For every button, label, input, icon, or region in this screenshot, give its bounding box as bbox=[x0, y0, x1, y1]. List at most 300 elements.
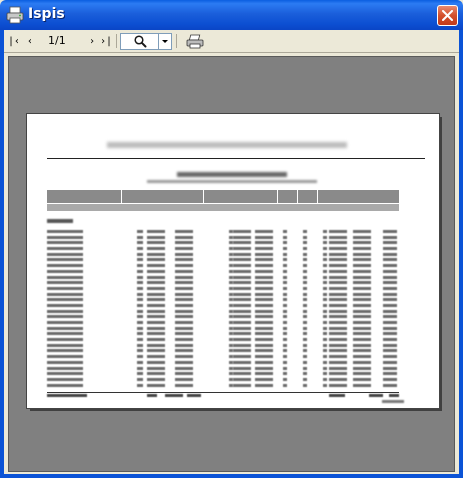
table-cell-blurred bbox=[47, 281, 83, 284]
table-cell-blurred bbox=[323, 236, 327, 239]
table-cell-blurred bbox=[147, 264, 165, 267]
table-cell-blurred bbox=[283, 372, 287, 375]
last-page-button[interactable]: ›| bbox=[99, 36, 113, 47]
table-cell-blurred bbox=[283, 304, 287, 307]
table-cell-blurred bbox=[233, 270, 251, 273]
window-frame-left bbox=[0, 30, 4, 478]
table-cell-blurred bbox=[233, 344, 251, 347]
report-subtitle-blurred bbox=[147, 180, 317, 183]
table-cell-blurred bbox=[353, 287, 371, 290]
table-cell-blurred bbox=[147, 361, 165, 364]
table-cell-blurred bbox=[383, 276, 397, 279]
table-cell-blurred bbox=[255, 367, 273, 370]
table-cell-blurred bbox=[137, 264, 143, 267]
table-cell-blurred bbox=[175, 378, 193, 381]
table-cell-blurred bbox=[255, 253, 273, 256]
table-cell-blurred bbox=[353, 355, 371, 358]
table-cell-blurred bbox=[147, 310, 165, 313]
table-cell-blurred bbox=[283, 230, 287, 233]
table-cell-blurred bbox=[137, 315, 143, 318]
table-cell-blurred bbox=[175, 338, 193, 341]
table-cell-blurred bbox=[283, 247, 287, 250]
table-cell-blurred bbox=[303, 236, 307, 239]
table-cell-blurred bbox=[175, 247, 193, 250]
window-frame-bottom bbox=[0, 474, 463, 478]
page-indicator: 1/1 bbox=[48, 34, 66, 47]
table-cell-blurred bbox=[137, 378, 143, 381]
table-cell-blurred bbox=[329, 247, 347, 250]
table-cell-blurred bbox=[47, 276, 83, 279]
table-cell-blurred bbox=[283, 276, 287, 279]
toolbar bbox=[4, 30, 459, 53]
table-cell-blurred bbox=[329, 372, 347, 375]
table-cell-blurred bbox=[233, 287, 251, 290]
table-cell-blurred bbox=[329, 304, 347, 307]
table-cell-blurred bbox=[353, 372, 371, 375]
table-cell-blurred bbox=[303, 253, 307, 256]
table-cell-blurred bbox=[323, 338, 327, 341]
table-cell-blurred bbox=[137, 310, 143, 313]
table-cell-blurred bbox=[283, 270, 287, 273]
table-cell-blurred bbox=[255, 321, 273, 324]
table-cell-blurred bbox=[175, 332, 193, 335]
table-cell-blurred bbox=[147, 338, 165, 341]
table-cell-blurred bbox=[383, 287, 397, 290]
table-cell-blurred bbox=[233, 304, 251, 307]
close-icon bbox=[442, 10, 453, 21]
table-cell-blurred bbox=[175, 355, 193, 358]
table-cell-blurred bbox=[233, 298, 251, 301]
group-label-blurred bbox=[47, 219, 73, 223]
table-cell-blurred bbox=[137, 361, 143, 364]
table-cell-blurred bbox=[255, 230, 273, 233]
header-rule bbox=[47, 158, 425, 159]
table-cell-blurred bbox=[323, 361, 327, 364]
table-cell-blurred bbox=[233, 315, 251, 318]
table-cell-blurred bbox=[137, 247, 143, 250]
table-cell-blurred bbox=[255, 327, 273, 330]
table-cell-blurred bbox=[47, 247, 83, 250]
table-cell-blurred bbox=[255, 355, 273, 358]
table-cell-blurred bbox=[383, 236, 397, 239]
table-cell-blurred bbox=[137, 236, 143, 239]
table-cell-blurred bbox=[255, 258, 273, 261]
table-cell-blurred bbox=[137, 332, 143, 335]
table-cell-blurred bbox=[175, 293, 193, 296]
table-cell-blurred bbox=[137, 293, 143, 296]
table-cell-blurred bbox=[283, 338, 287, 341]
table-cell-blurred bbox=[255, 361, 273, 364]
table-cell-blurred bbox=[323, 304, 327, 307]
table-cell-blurred bbox=[383, 338, 397, 341]
table-cell-blurred bbox=[383, 372, 397, 375]
table-cell-blurred bbox=[147, 372, 165, 375]
print-button[interactable] bbox=[184, 33, 206, 50]
window-title: Ispis bbox=[28, 6, 65, 22]
table-cell-blurred bbox=[329, 310, 347, 313]
table-cell-blurred bbox=[147, 384, 165, 387]
table-cell-blurred bbox=[137, 270, 143, 273]
table-cell-blurred bbox=[323, 327, 327, 330]
table-cell-blurred bbox=[233, 310, 251, 313]
table-cell-blurred bbox=[175, 276, 193, 279]
table-cell-blurred bbox=[137, 304, 143, 307]
table-cell-blurred bbox=[255, 287, 273, 290]
table-cell-blurred bbox=[137, 241, 143, 244]
toolbar-separator bbox=[176, 34, 177, 48]
table-cell-blurred bbox=[329, 264, 347, 267]
table-cell-blurred bbox=[329, 293, 347, 296]
table-cell-blurred bbox=[47, 372, 83, 375]
table-cell-blurred bbox=[329, 315, 347, 318]
table-cell-blurred bbox=[353, 293, 371, 296]
table-cell-blurred bbox=[283, 293, 287, 296]
table-cell-blurred bbox=[329, 384, 347, 387]
table-cell-blurred bbox=[383, 361, 397, 364]
table-cell-blurred bbox=[233, 338, 251, 341]
table-cell-blurred bbox=[147, 258, 165, 261]
table-cell-blurred bbox=[47, 241, 83, 244]
table-cell-blurred bbox=[47, 253, 83, 256]
table-cell-blurred bbox=[175, 310, 193, 313]
table-cell-blurred bbox=[353, 367, 371, 370]
window-frame-right bbox=[459, 30, 463, 478]
table-cell-blurred bbox=[323, 276, 327, 279]
table-cell-blurred bbox=[329, 361, 347, 364]
table-cell-blurred bbox=[353, 310, 371, 313]
table-cell-blurred bbox=[329, 253, 347, 256]
table-cell-blurred bbox=[47, 287, 83, 290]
table-cell-blurred bbox=[323, 287, 327, 290]
table-cell-blurred bbox=[303, 241, 307, 244]
table-cell-blurred bbox=[303, 338, 307, 341]
table-cell-blurred bbox=[303, 276, 307, 279]
table-cell-blurred bbox=[47, 349, 83, 352]
table-cell-blurred bbox=[233, 355, 251, 358]
table-cell-blurred bbox=[303, 281, 307, 284]
table-cell-blurred bbox=[383, 264, 397, 267]
table-cell-blurred bbox=[233, 258, 251, 261]
table-cell-blurred bbox=[255, 241, 273, 244]
table-cell-blurred bbox=[255, 384, 273, 387]
table-cell-blurred bbox=[175, 287, 193, 290]
report-header-blurred bbox=[107, 142, 347, 148]
table-cell-blurred bbox=[147, 378, 165, 381]
table-cell-blurred bbox=[323, 258, 327, 261]
report-page bbox=[26, 113, 440, 409]
table-cell-blurred bbox=[175, 367, 193, 370]
table-cell-blurred bbox=[283, 236, 287, 239]
table-cell-blurred bbox=[283, 253, 287, 256]
table-cell-blurred bbox=[175, 315, 193, 318]
close-button[interactable] bbox=[437, 5, 458, 26]
table-cell-blurred bbox=[255, 332, 273, 335]
table-cell-blurred bbox=[383, 378, 397, 381]
table-cell-blurred bbox=[283, 287, 287, 290]
table-cell-blurred bbox=[47, 367, 83, 370]
table-cell-blurred bbox=[323, 315, 327, 318]
table-cell-blurred bbox=[175, 253, 193, 256]
table-cell-blurred bbox=[175, 304, 193, 307]
table-cell-blurred bbox=[323, 264, 327, 267]
table-cell-blurred bbox=[47, 315, 83, 318]
table-cell-blurred bbox=[137, 287, 143, 290]
table-cell-blurred bbox=[137, 253, 143, 256]
table-cell-blurred bbox=[137, 327, 143, 330]
table-cell-blurred bbox=[175, 264, 193, 267]
table-cell-blurred bbox=[283, 327, 287, 330]
table-cell-blurred bbox=[233, 367, 251, 370]
title-bar[interactable] bbox=[0, 0, 463, 30]
table-cell-blurred bbox=[353, 247, 371, 250]
table-cell-blurred bbox=[255, 372, 273, 375]
toolbar-separator bbox=[116, 34, 117, 48]
table-cell-blurred bbox=[283, 298, 287, 301]
table-cell-blurred bbox=[233, 361, 251, 364]
table-cell-blurred bbox=[383, 241, 397, 244]
table-cell-blurred bbox=[175, 349, 193, 352]
zoom-dropdown-button[interactable] bbox=[158, 33, 172, 50]
table-cell-blurred bbox=[383, 349, 397, 352]
table-cell-blurred bbox=[47, 270, 83, 273]
table-cell-blurred bbox=[137, 230, 143, 233]
table-cell-blurred bbox=[303, 367, 307, 370]
table-cell-blurred bbox=[283, 321, 287, 324]
table-cell-blurred bbox=[233, 264, 251, 267]
table-cell-blurred bbox=[283, 241, 287, 244]
table-cell-blurred bbox=[283, 332, 287, 335]
table-cell-blurred bbox=[233, 321, 251, 324]
table-cell-blurred bbox=[147, 315, 165, 318]
table-cell-blurred bbox=[383, 332, 397, 335]
table-cell-blurred bbox=[283, 258, 287, 261]
table-cell-blurred bbox=[255, 264, 273, 267]
report-total-row bbox=[47, 394, 399, 398]
table-cell-blurred bbox=[329, 327, 347, 330]
table-cell-blurred bbox=[323, 355, 327, 358]
table-cell-blurred bbox=[137, 367, 143, 370]
page-footer-blurred bbox=[382, 400, 404, 403]
table-cell-blurred bbox=[175, 372, 193, 375]
table-cell-blurred bbox=[137, 281, 143, 284]
table-cell-blurred bbox=[303, 298, 307, 301]
table-cell-blurred bbox=[353, 384, 371, 387]
table-cell-blurred bbox=[47, 378, 83, 381]
table-cell-blurred bbox=[47, 298, 83, 301]
table-cell-blurred bbox=[175, 298, 193, 301]
table-cell-blurred bbox=[329, 367, 347, 370]
table-cell-blurred bbox=[303, 258, 307, 261]
table-cell-blurred bbox=[303, 230, 307, 233]
table-cell-blurred bbox=[329, 355, 347, 358]
table-cell-blurred bbox=[233, 384, 251, 387]
table-cell-blurred bbox=[353, 327, 371, 330]
table-cell-blurred bbox=[175, 258, 193, 261]
table-cell-blurred bbox=[383, 293, 397, 296]
table-cell-blurred bbox=[147, 355, 165, 358]
table-cell-blurred bbox=[329, 321, 347, 324]
table-cell-blurred bbox=[353, 315, 371, 318]
table-cell-blurred bbox=[255, 338, 273, 341]
table-cell-blurred bbox=[147, 253, 165, 256]
table-cell-blurred bbox=[329, 241, 347, 244]
table-cell-blurred bbox=[303, 349, 307, 352]
table-cell-blurred bbox=[353, 298, 371, 301]
table-cell-blurred bbox=[383, 355, 397, 358]
table-cell-blurred bbox=[175, 384, 193, 387]
table-cell-blurred bbox=[255, 247, 273, 250]
table-cell-blurred bbox=[255, 378, 273, 381]
table-cell-blurred bbox=[383, 321, 397, 324]
table-cell-blurred bbox=[47, 384, 83, 387]
preview-area[interactable] bbox=[8, 56, 455, 472]
table-cell-blurred bbox=[47, 236, 83, 239]
table-cell-blurred bbox=[175, 327, 193, 330]
table-cell-blurred bbox=[147, 321, 165, 324]
table-cell-blurred bbox=[323, 332, 327, 335]
table-cell-blurred bbox=[147, 293, 165, 296]
table-cell-blurred bbox=[147, 298, 165, 301]
table-cell-blurred bbox=[147, 344, 165, 347]
table-cell-blurred bbox=[137, 276, 143, 279]
table-cell-blurred bbox=[383, 270, 397, 273]
table-cell-blurred bbox=[175, 361, 193, 364]
table-cell-blurred bbox=[303, 287, 307, 290]
table-cell-blurred bbox=[147, 276, 165, 279]
table-cell-blurred bbox=[303, 361, 307, 364]
zoom-button[interactable] bbox=[120, 33, 160, 50]
table-cell-blurred bbox=[329, 338, 347, 341]
table-cell-blurred bbox=[47, 321, 83, 324]
table-cell-blurred bbox=[255, 349, 273, 352]
table-cell-blurred bbox=[283, 281, 287, 284]
table-cell-blurred bbox=[175, 321, 193, 324]
table-cell-blurred bbox=[147, 270, 165, 273]
previous-page-button[interactable]: ‹ bbox=[26, 36, 34, 47]
table-cell-blurred bbox=[47, 310, 83, 313]
table-cell-blurred bbox=[137, 321, 143, 324]
table-cell-blurred bbox=[383, 327, 397, 330]
table-cell-blurred bbox=[303, 247, 307, 250]
table-cell-blurred bbox=[47, 344, 83, 347]
table-cell-blurred bbox=[303, 327, 307, 330]
table-cell-blurred bbox=[137, 384, 143, 387]
table-cell-blurred bbox=[233, 230, 251, 233]
table-cell-blurred bbox=[323, 230, 327, 233]
table-cell-blurred bbox=[137, 372, 143, 375]
table-cell-blurred bbox=[323, 321, 327, 324]
table-cell-blurred bbox=[47, 293, 83, 296]
table-cell-blurred bbox=[323, 378, 327, 381]
table-cell-blurred bbox=[329, 344, 347, 347]
table-cell-blurred bbox=[353, 378, 371, 381]
table-cell-blurred bbox=[353, 344, 371, 347]
table-cell-blurred bbox=[147, 287, 165, 290]
table-cell-blurred bbox=[303, 270, 307, 273]
table-cell-blurred bbox=[175, 236, 193, 239]
table-cell-blurred bbox=[329, 287, 347, 290]
table-cell-blurred bbox=[255, 293, 273, 296]
table-cell-blurred bbox=[233, 372, 251, 375]
table-cell-blurred bbox=[255, 298, 273, 301]
table-cell-blurred bbox=[283, 361, 287, 364]
table-cell-blurred bbox=[147, 230, 165, 233]
table-cell-blurred bbox=[303, 264, 307, 267]
table-cell-blurred bbox=[175, 344, 193, 347]
table-cell-blurred bbox=[383, 253, 397, 256]
table-cell-blurred bbox=[329, 349, 347, 352]
table-cell-blurred bbox=[353, 253, 371, 256]
table-cell-blurred bbox=[329, 276, 347, 279]
table-row bbox=[47, 383, 399, 389]
table-cell-blurred bbox=[303, 332, 307, 335]
table-cell-blurred bbox=[283, 355, 287, 358]
table-cell-blurred bbox=[323, 310, 327, 313]
table-cell-blurred bbox=[175, 241, 193, 244]
table-cell-blurred bbox=[303, 321, 307, 324]
chevron-down-icon bbox=[159, 34, 171, 49]
table-cell-blurred bbox=[255, 270, 273, 273]
table-cell-blurred bbox=[323, 281, 327, 284]
table-cell-blurred bbox=[303, 355, 307, 358]
table-cell-blurred bbox=[383, 258, 397, 261]
table-cell-blurred bbox=[383, 384, 397, 387]
table-cell-blurred bbox=[303, 378, 307, 381]
table-cell-blurred bbox=[233, 281, 251, 284]
printer-icon bbox=[6, 6, 24, 24]
table-cell-blurred bbox=[383, 298, 397, 301]
table-cell-blurred bbox=[233, 276, 251, 279]
table-cell-blurred bbox=[147, 332, 165, 335]
table-cell-blurred bbox=[233, 241, 251, 244]
table-cell-blurred bbox=[147, 349, 165, 352]
table-cell-blurred bbox=[233, 253, 251, 256]
table-cell-blurred bbox=[303, 372, 307, 375]
table-cell-blurred bbox=[353, 321, 371, 324]
table-cell-blurred bbox=[255, 236, 273, 239]
next-page-button[interactable]: › bbox=[88, 36, 96, 47]
first-page-button[interactable]: |‹ bbox=[7, 36, 21, 47]
table-cell-blurred bbox=[323, 298, 327, 301]
table-cell-blurred bbox=[283, 315, 287, 318]
table-cell-blurred bbox=[47, 361, 83, 364]
table-cell-blurred bbox=[255, 315, 273, 318]
table-cell-blurred bbox=[47, 230, 83, 233]
printer-icon bbox=[185, 34, 205, 50]
report-rows bbox=[47, 229, 399, 388]
table-cell-blurred bbox=[323, 349, 327, 352]
table-cell-blurred bbox=[353, 236, 371, 239]
table-cell-blurred bbox=[353, 304, 371, 307]
table-cell-blurred bbox=[147, 304, 165, 307]
table-cell-blurred bbox=[137, 344, 143, 347]
table-cell-blurred bbox=[329, 332, 347, 335]
table-cell-blurred bbox=[323, 293, 327, 296]
magnifier-icon bbox=[133, 34, 147, 48]
table-cell-blurred bbox=[147, 236, 165, 239]
table-cell-blurred bbox=[175, 270, 193, 273]
table-cell-blurred bbox=[353, 270, 371, 273]
table-cell-blurred bbox=[353, 258, 371, 261]
total-rule bbox=[47, 392, 399, 393]
table-cell-blurred bbox=[329, 281, 347, 284]
table-cell-blurred bbox=[47, 332, 83, 335]
table-cell-blurred bbox=[255, 281, 273, 284]
table-cell-blurred bbox=[137, 349, 143, 352]
table-cell-blurred bbox=[303, 310, 307, 313]
table-cell-blurred bbox=[323, 372, 327, 375]
table-cell-blurred bbox=[283, 310, 287, 313]
